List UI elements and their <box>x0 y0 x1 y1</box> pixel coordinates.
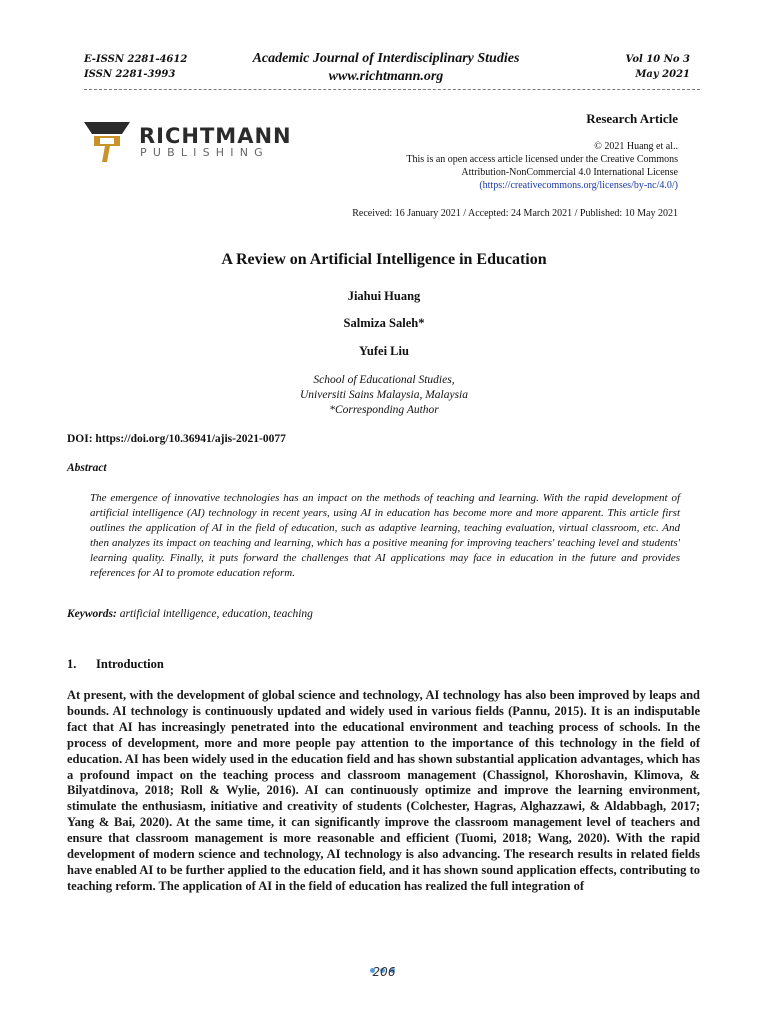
header-divider <box>84 89 700 90</box>
eissn: E-ISSN 2281-4612 <box>84 54 188 65</box>
abstract-heading: Abstract <box>67 462 107 474</box>
keywords-value: artificial intelligence, education, teaching <box>119 608 313 620</box>
issn: ISSN 2281-3993 <box>84 69 176 80</box>
abstract-text: The emergence of innovative technologies has an impact on the methods of teaching and learning. With the rapid development of artificial intelligence (AI) technology in recent years, using AI in education has become more and more apparent. This article first outlines the application of AI in the field of education, such as adaptive learning, teaching evaluation, virtual classroom, etc. And then analyzes its impact on teaching and learning, which has a positive meaning for improving teachers' teaching level and students' learning quality. Finally, it puts forward the challenges that AI applications may face in education in the future and provides references for AI to promote education reform. <box>90 492 680 579</box>
volume: Vol 10 No 3 <box>625 54 690 65</box>
license-line-2: Attribution-NonCommercial 4.0 International License <box>461 167 678 178</box>
license-link[interactable]: (https://creativecommons.org/licenses/by-nc/4.0/) <box>479 180 678 191</box>
page-number: 206 <box>372 965 396 979</box>
keywords <box>67 608 313 620</box>
journal-name: Academic Journal of Interdisciplinary Studies <box>252 51 520 66</box>
author: Salmiza Saleh* <box>343 316 425 330</box>
affiliation-line-1: School of Educational Studies, <box>313 374 455 386</box>
doi[interactable]: DOI: https://doi.org/10.36941/ajis-2021-0077 <box>67 433 286 445</box>
section-title: Introduction <box>96 657 164 671</box>
logo-wordmark: RICHTMANN <box>139 124 292 148</box>
logo-subtitle: PUBLISHING <box>140 146 269 159</box>
richtmann-logo-icon <box>80 118 134 172</box>
issue-date: May 2021 <box>635 69 690 80</box>
article-license <box>406 140 678 192</box>
affiliation-line-2: Universiti Sains Malaysia, Malaysia <box>299 389 468 401</box>
author: Jiahui Huang <box>347 289 421 303</box>
journal-website[interactable]: www.richtmann.org <box>328 69 444 84</box>
article-type: Research Article <box>586 111 678 126</box>
keywords-label: Keywords: <box>67 608 117 620</box>
section-number: 1. <box>67 657 77 671</box>
section-heading <box>67 657 164 672</box>
author: Yufei Liu <box>359 344 409 358</box>
article-dates: Received: 16 January 2021 / Accepted: 24 March 2021 / Published: 10 May 2021 <box>352 208 678 219</box>
license-line-1: This is an open access article licensed under the Creative Commons <box>406 154 678 165</box>
paper-title: A Review on Artificial Intelligence in Education <box>221 251 547 268</box>
corresponding-note: *Corresponding Author <box>329 404 439 416</box>
intro-paragraph: At present, with the development of global science and technology, AI technology has also been improved by leaps and bounds. AI technology is continuously updated and widely used in various fields (Pannu, 2015). It is an indisputable fact that AI has increasingly penetrated into the educational environment and teaching process of schools. In the process of development, more and more people pay attention to the importance of this technology in the field of education. AI has been widely used in the education field and has shown substantial application advantages, which has a profound impact on the teaching process and classroom management (Chassignol, Khoroshavin, Klimova, & Bilyatdinova, 2018; Roll & Wylie, 2016). AI can continuously optimize and improve the learning environment, stimulate the enthusiasm, initiative and creativity of students (Colchester, Hagras, Alghazzawi, & Aldabbagh, 2017; Yang & Bai, 2020). At the same time, it can significantly improve the classroom management level of teachers and ensure that classroom management is more reasonable and efficient (Tuomi, 2018; Wang, 2020). With the rapid development of modern science and technology, AI technology is also advancing. The research results in related fields have enabled AI to be further applied to the education field, and it has shown sound application effects, contributing to teaching reform. The application of AI in the field of education has realized the full integration of <box>67 688 700 893</box>
copyright: © 2021 Huang et al.. <box>594 141 678 152</box>
